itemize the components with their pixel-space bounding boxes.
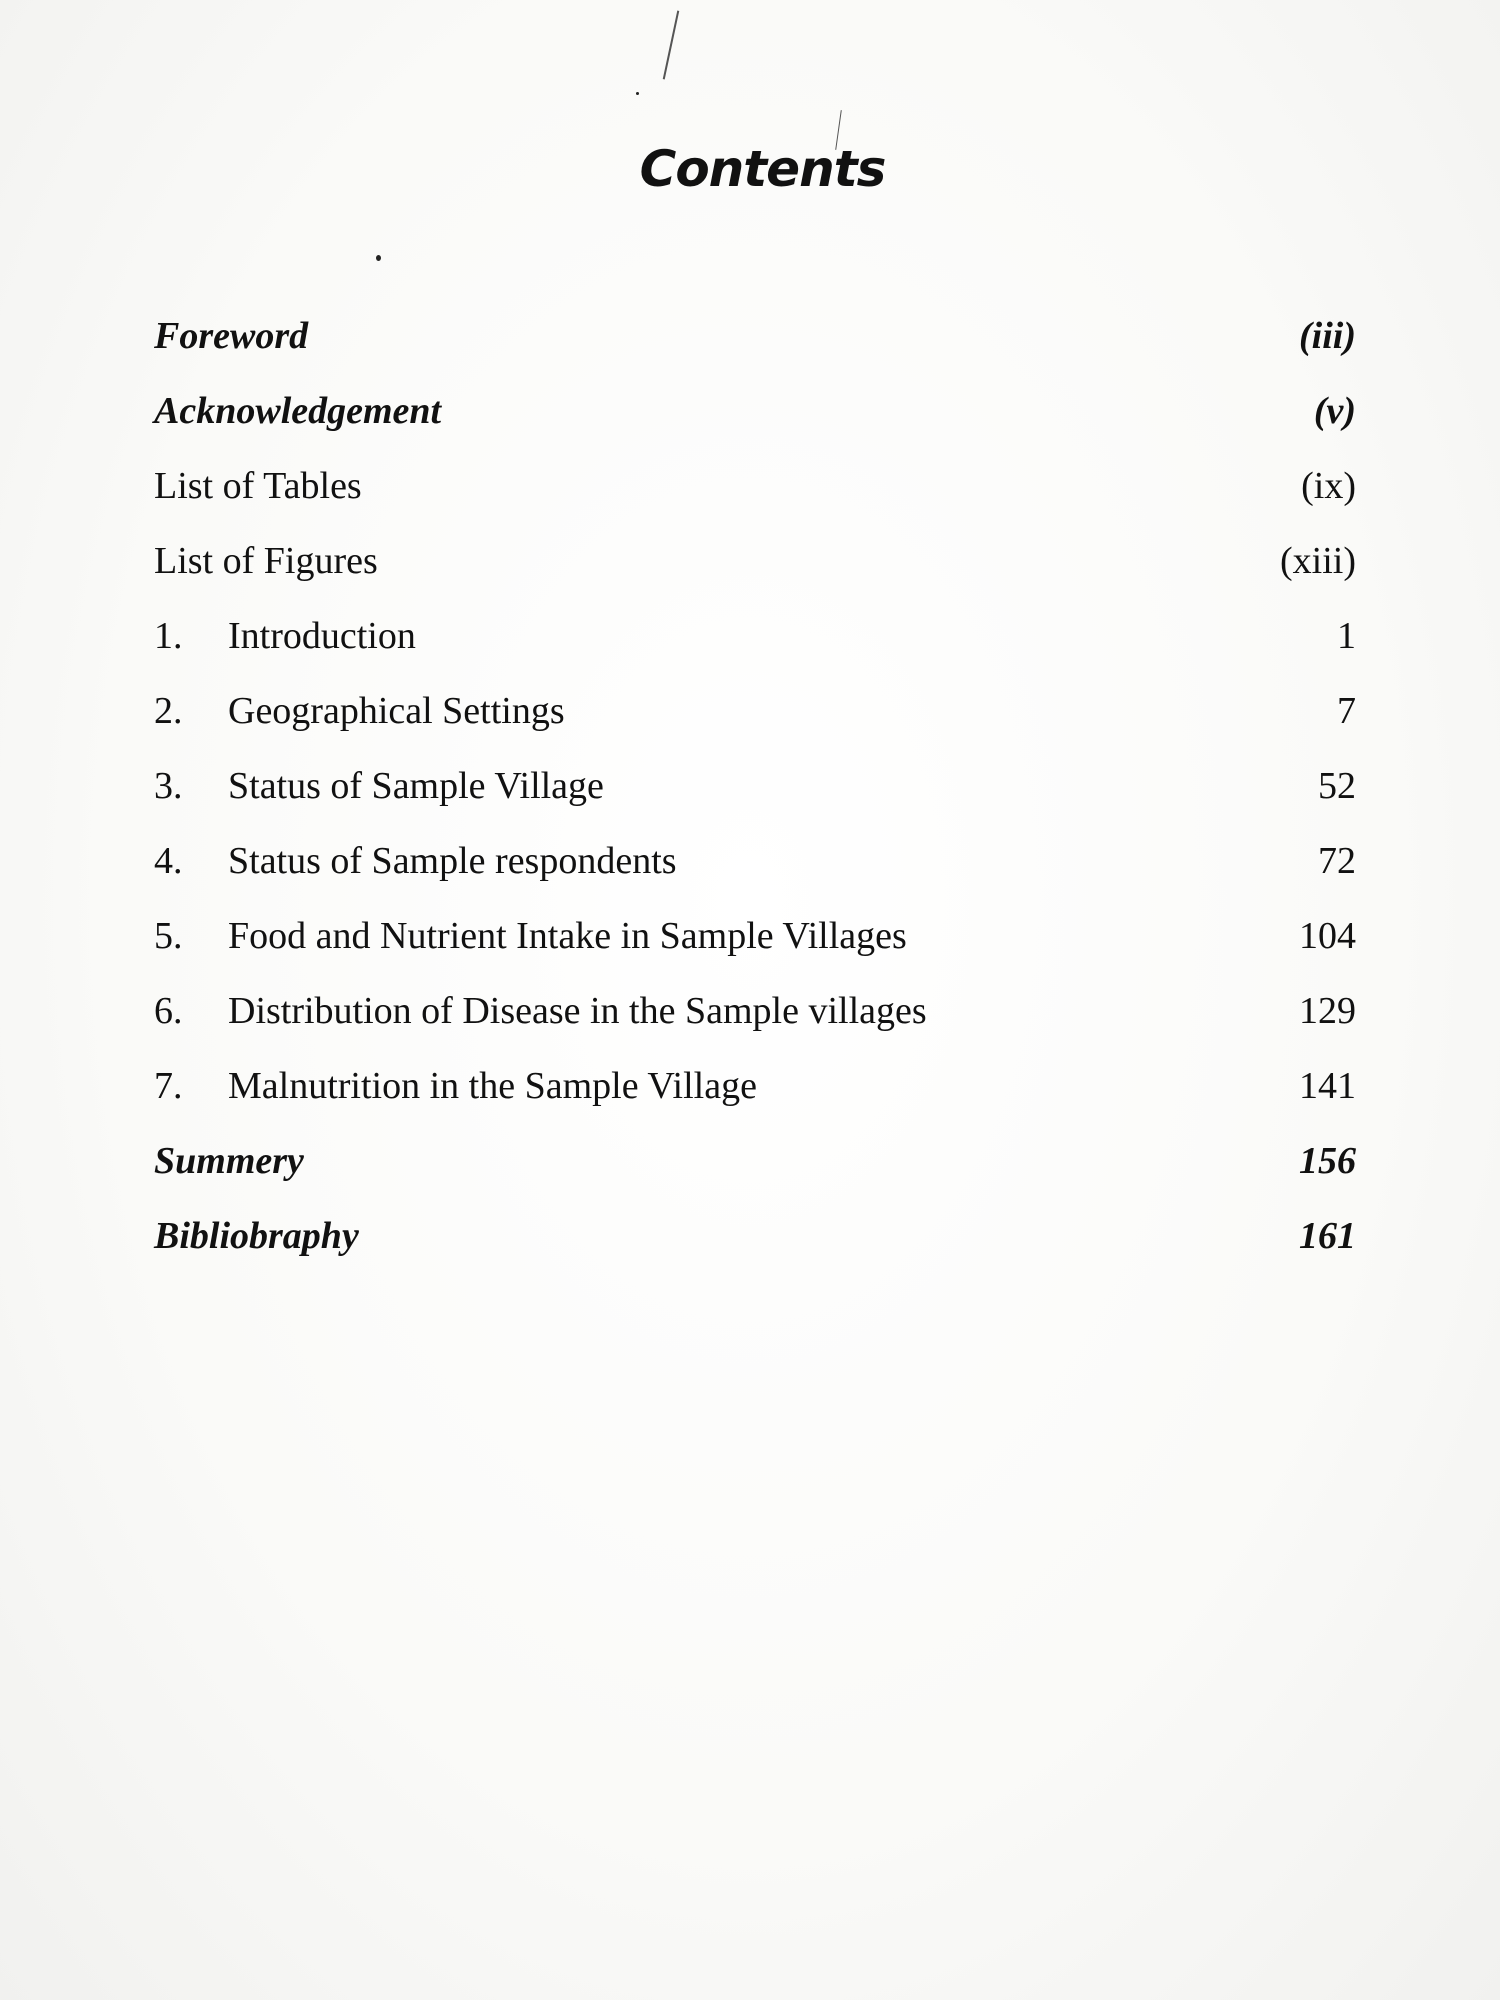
toc-entry-label: Status of Sample respondents <box>228 840 677 882</box>
toc-entry-page: 129 <box>1299 990 1356 1032</box>
toc-entry-page: 7 <box>1337 690 1356 732</box>
toc-entry-page: 161 <box>1299 1215 1356 1257</box>
speck <box>636 92 639 95</box>
toc-entry-label: Status of Sample Village <box>228 765 604 807</box>
toc-entry <box>154 687 1356 762</box>
toc-entry <box>154 762 1356 837</box>
toc-entry <box>154 837 1356 912</box>
contents-list <box>154 312 1356 1287</box>
toc-entry-page: (xiii) <box>1280 540 1356 582</box>
page-title: Contents <box>639 140 886 198</box>
toc-entry <box>154 537 1356 612</box>
toc-entry-label: List of Tables <box>154 465 362 507</box>
toc-entry-number: 2. <box>154 690 183 732</box>
toc-entry-number: 5. <box>154 915 183 957</box>
toc-entry-number: 3. <box>154 765 183 807</box>
toc-entry-page: 141 <box>1299 1065 1356 1107</box>
toc-entry-page: 72 <box>1318 840 1356 882</box>
toc-entry <box>154 1212 1356 1287</box>
toc-entry-label: Malnutrition in the Sample Village <box>228 1065 757 1107</box>
toc-entry-page: 52 <box>1318 765 1356 807</box>
toc-entry-page: 156 <box>1299 1140 1356 1182</box>
toc-entry-number: 7. <box>154 1065 183 1107</box>
toc-entry-label: Introduction <box>228 615 416 657</box>
toc-entry-label: Food and Nutrient Intake in Sample Villages <box>228 915 907 957</box>
toc-entry <box>154 1062 1356 1137</box>
toc-entry-page: (v) <box>1313 390 1356 432</box>
toc-entry-page: (iii) <box>1299 315 1356 357</box>
toc-entry <box>154 462 1356 537</box>
toc-entry-page: 104 <box>1299 915 1356 957</box>
toc-entry-number: 4. <box>154 840 183 882</box>
toc-entry <box>154 912 1356 987</box>
toc-entry-page: 1 <box>1337 615 1356 657</box>
toc-entry-label: Geographical Settings <box>228 690 565 732</box>
toc-entry-label: Distribution of Disease in the Sample villages <box>228 990 927 1032</box>
toc-entry-label: Foreword <box>154 315 309 357</box>
toc-entry-page: (ix) <box>1301 465 1356 507</box>
toc-entry-label: Acknowledgement <box>154 390 442 432</box>
margin-mark <box>663 11 680 80</box>
toc-entry-label: Summery <box>154 1140 304 1182</box>
toc-entry-label: List of Figures <box>154 540 378 582</box>
speck <box>376 255 381 261</box>
toc-entry <box>154 987 1356 1062</box>
toc-entry <box>154 387 1356 462</box>
toc-entry-number: 1. <box>154 615 183 657</box>
toc-entry <box>154 1137 1356 1212</box>
toc-entry-label: Bibliobraphy <box>154 1215 359 1257</box>
toc-entry <box>154 612 1356 687</box>
toc-entry <box>154 312 1356 387</box>
toc-entry-number: 6. <box>154 990 183 1032</box>
